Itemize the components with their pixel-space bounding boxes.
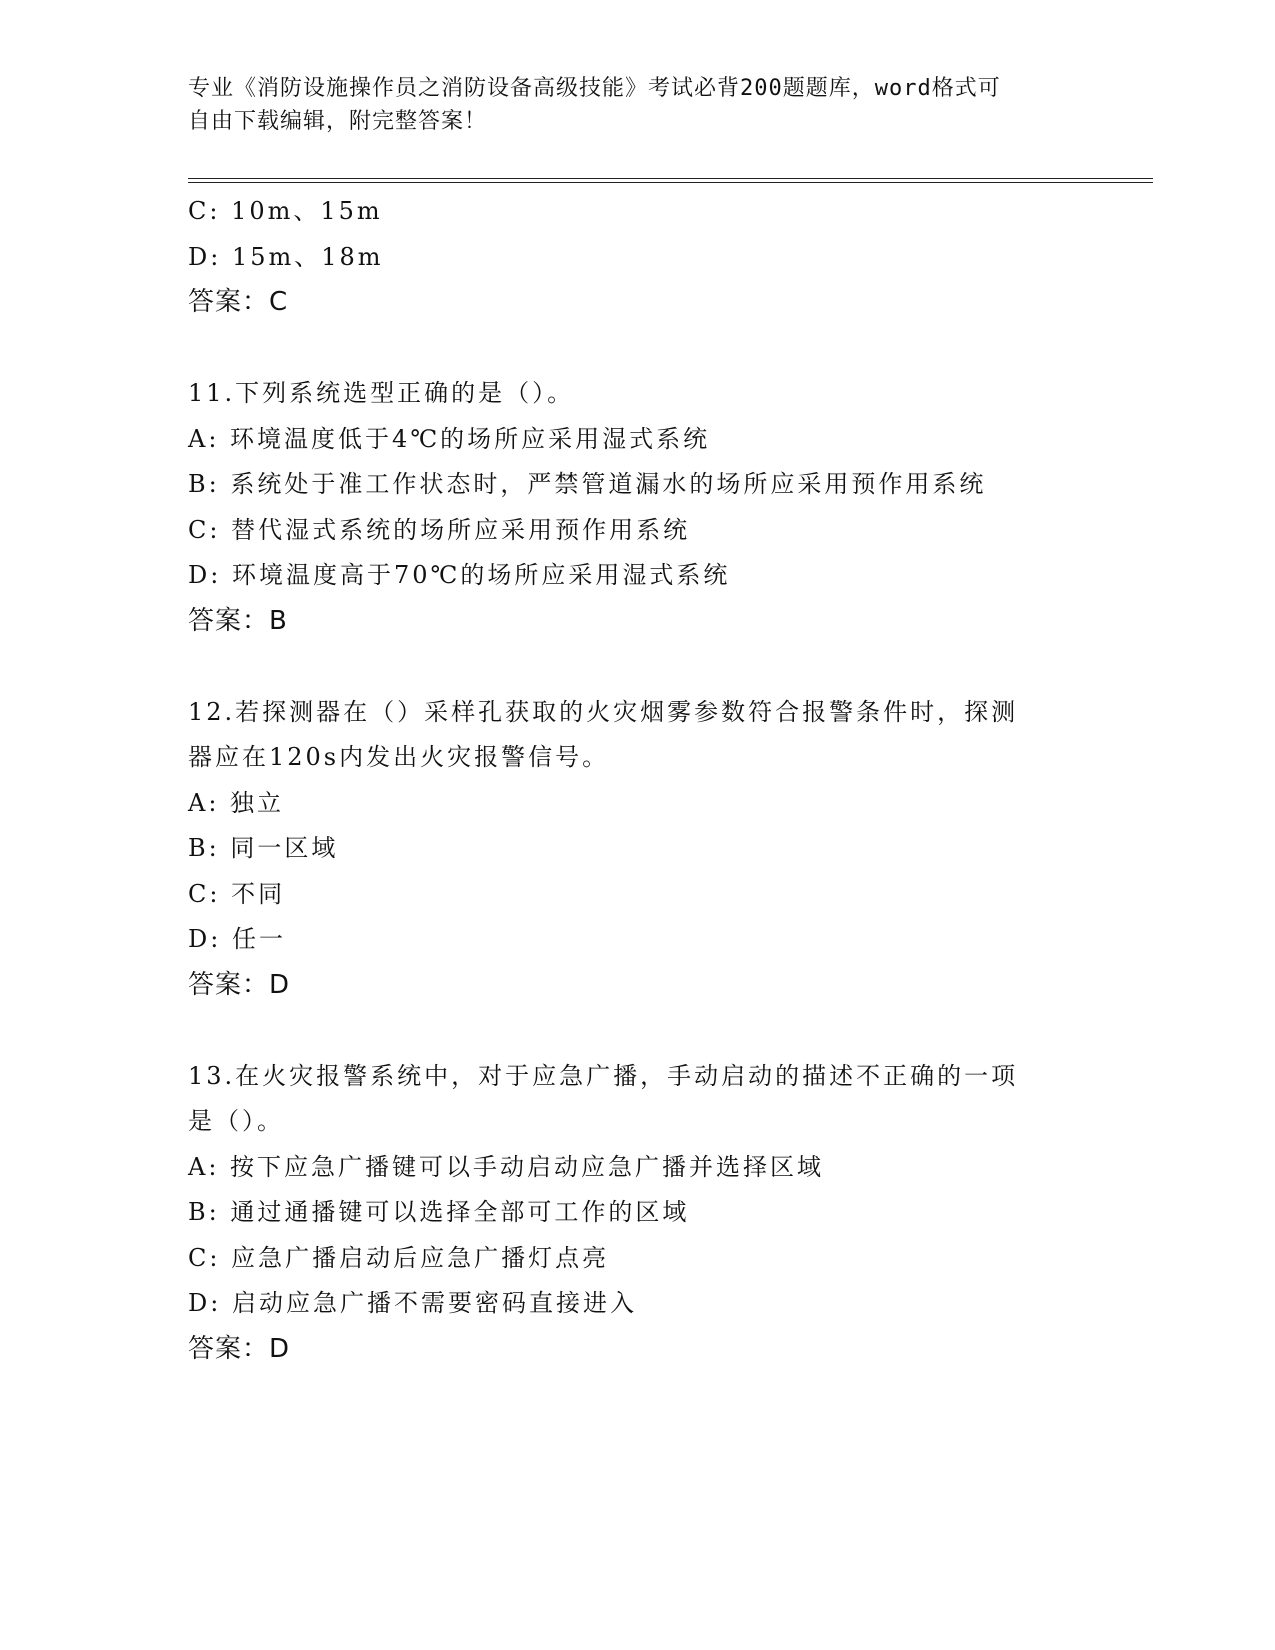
answer-line: 答案：B xyxy=(188,605,288,636)
option-b: B: 系统处于准工作状态时，严禁管道漏水的场所应采用预作用系统 xyxy=(188,470,987,498)
answer-line: 答案：D xyxy=(188,1333,291,1364)
spacer xyxy=(188,326,1088,372)
header-title-line-1: 专业《消防设施操作员之消防设备高级技能》考试必背200题题库，word格式可 xyxy=(188,76,1001,101)
option-c: C: 应急广播启动后应急广播灯点亮 xyxy=(188,1243,610,1272)
question-list xyxy=(188,189,1088,1372)
question-stem-line-2: 器应在120s内发出火灾报警信号。 xyxy=(188,743,610,771)
option-c: C: 替代湿式系统的场所应采用预作用系统 xyxy=(188,515,691,544)
option-b: B: 同一区域 xyxy=(188,834,339,862)
question-stem-line-1: 12.若探测器在（）采样孔获取的火灾烟雾参数符合报警条件时，探测 xyxy=(188,697,1019,726)
spacer xyxy=(188,644,1088,690)
header-title-line-2: 自由下载编辑，附完整答案！ xyxy=(188,109,488,134)
option-d: D: 任一 xyxy=(188,925,286,953)
header-divider-top xyxy=(188,178,1153,179)
question-11 xyxy=(188,371,1088,644)
option-d: D: 环境温度高于70℃的场所应采用湿式系统 xyxy=(188,561,731,589)
option-d: D: 启动应急广播不需要密码直接进入 xyxy=(188,1289,637,1317)
option-a: A: 环境温度低于4℃的场所应采用湿式系统 xyxy=(188,424,711,453)
header-divider-bottom xyxy=(188,182,1153,183)
option-c: C: 10m、15m xyxy=(188,197,383,225)
option-c: C: 不同 xyxy=(188,879,286,908)
question-stem-line-2: 是（）。 xyxy=(188,1107,284,1135)
option-b: B: 通过通播键可以选择全部可工作的区域 xyxy=(188,1198,690,1226)
question-12 xyxy=(188,690,1088,1009)
question-13 xyxy=(188,1054,1088,1373)
option-a: A: 按下应急广播键可以手动启动应急广播并选择区域 xyxy=(188,1152,825,1181)
option-d: D: 15m、18m xyxy=(188,242,384,271)
answer-line: 答案：C xyxy=(188,287,289,317)
question-stem-line-1: 13.在火灾报警系统中，对于应急广播，手动启动的描述不正确的一项 xyxy=(188,1061,1019,1090)
answer-line: 答案：D xyxy=(188,969,291,1000)
question-stem: 11.下列系统选型正确的是（）。 xyxy=(188,379,575,407)
question-10 xyxy=(188,189,1088,326)
spacer xyxy=(188,1008,1088,1054)
document-header xyxy=(188,72,1078,138)
option-a: A: 独立 xyxy=(188,788,285,817)
